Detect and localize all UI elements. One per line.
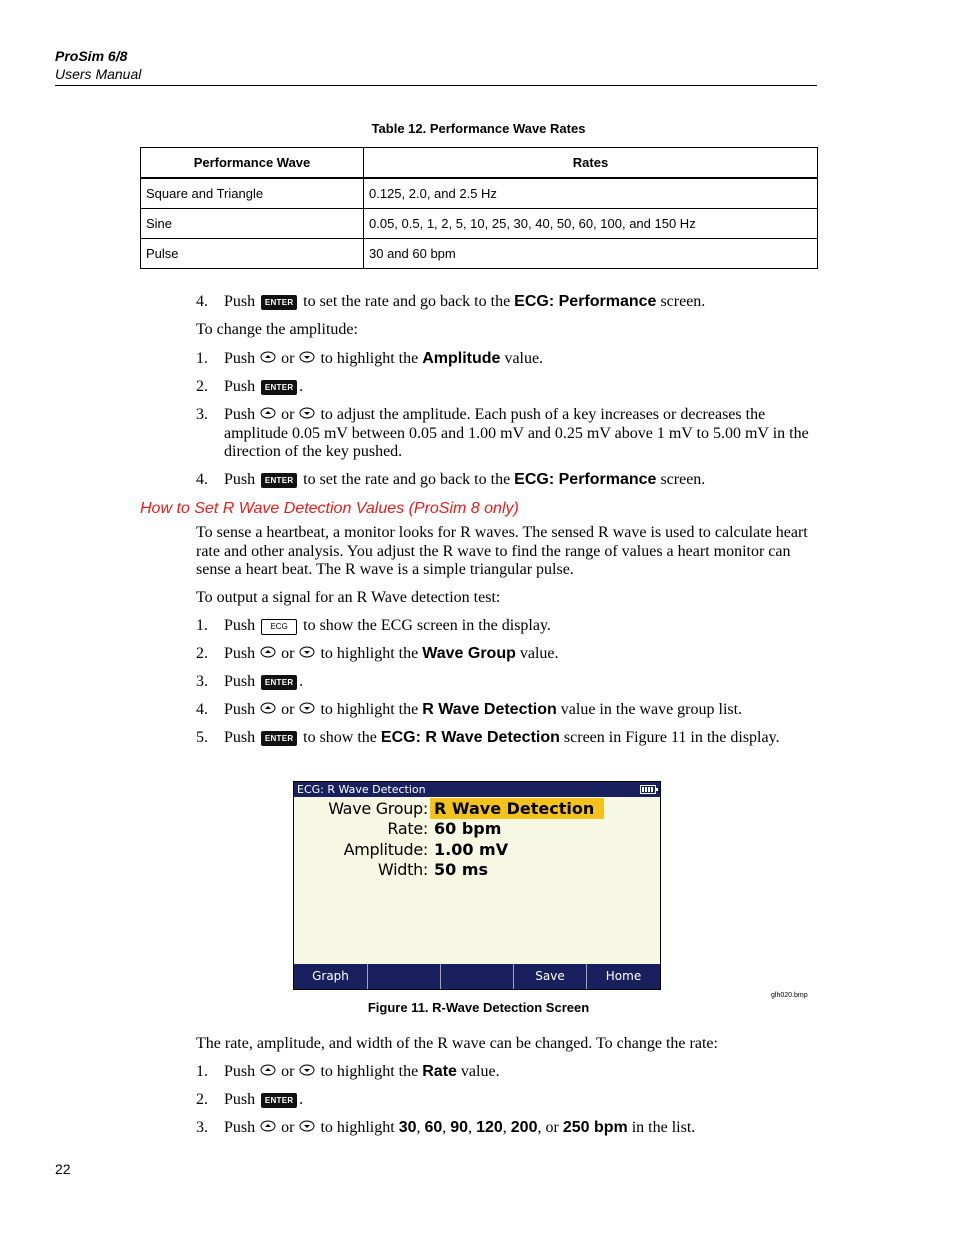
step-text: Push	[224, 1119, 256, 1136]
step-number: 2.	[196, 1091, 208, 1108]
step-text: Push	[224, 1063, 256, 1080]
separator: ,	[468, 1119, 473, 1136]
step-text: to highlight the	[320, 350, 419, 367]
step-number: 4.	[196, 471, 208, 488]
step-text: .	[299, 378, 304, 395]
enter-key-icon: ENTER	[261, 1093, 297, 1108]
screen-row[interactable]	[294, 859, 660, 880]
table-caption: Table 12. Performance Wave Rates	[371, 121, 586, 136]
screen-name: ECG: Performance	[514, 293, 657, 310]
down-arrow-key-icon	[299, 351, 315, 363]
softkey-bar	[294, 964, 660, 989]
column-header: Rates	[364, 148, 818, 179]
screen-row[interactable]	[294, 839, 660, 860]
softkey-blank[interactable]	[441, 964, 514, 989]
step-text: or	[281, 645, 295, 662]
step-text: Push	[224, 293, 256, 310]
step-text: screen.	[660, 293, 706, 310]
down-arrow-key-icon	[299, 646, 315, 658]
table-header-row	[141, 148, 818, 179]
screen-value[interactable]: 60 bpm	[434, 819, 502, 838]
down-arrow-key-icon	[299, 1120, 315, 1132]
rate-option: 120	[476, 1119, 503, 1136]
screen-value[interactable]: 1.00 mV	[434, 840, 509, 859]
field-name: R Wave Detection	[422, 701, 557, 718]
step-text: to show the	[303, 729, 377, 746]
screen-row[interactable]	[294, 798, 660, 819]
manual-subtitle: Users Manual	[55, 66, 142, 82]
rate-option: 30	[398, 1119, 417, 1136]
step-number: 1.	[196, 1063, 208, 1080]
step-text: or	[281, 1119, 295, 1136]
screen-title: ECG: R Wave Detection	[297, 783, 426, 796]
table-cell: Square and Triangle	[141, 178, 364, 209]
screen-name: ECG: Performance	[514, 471, 657, 488]
softkey-home[interactable]: Home	[605, 969, 642, 983]
field-name: Amplitude	[422, 350, 501, 367]
enter-key-icon: ENTER	[261, 380, 297, 395]
step-text: or	[281, 701, 295, 718]
step-text: Push	[224, 645, 256, 662]
step-number: 2.	[196, 645, 208, 662]
step-text: value.	[504, 350, 544, 367]
step-text: in the list.	[631, 1119, 696, 1136]
field-name: Rate	[422, 1063, 457, 1080]
table-row	[141, 178, 818, 209]
step-text: screen.	[660, 471, 706, 488]
paragraph: The rate, amplitude, and width of the R wave can be changed. To change the rate:	[196, 1035, 718, 1052]
screen-title-bar	[294, 782, 660, 797]
step-text: or	[281, 406, 295, 423]
separator: ,	[416, 1119, 421, 1136]
step-number: 3.	[196, 673, 208, 690]
up-arrow-key-icon	[260, 407, 276, 419]
ecg-key-icon: ECG	[261, 619, 297, 635]
table-cell: Pulse	[141, 239, 364, 269]
softkey-blank[interactable]	[368, 964, 441, 989]
step-text: Push	[224, 729, 256, 746]
screen-label: Wave Group:	[328, 799, 428, 818]
down-arrow-key-icon	[299, 407, 315, 419]
table-row	[141, 239, 818, 269]
step-number: 1.	[196, 617, 208, 634]
screen-label: Amplitude:	[343, 840, 428, 859]
separator: ,	[442, 1119, 447, 1136]
paragraph: To sense a heartbeat, a monitor looks for R waves. The sensed R wave is used to calculate heart rate and other analysis. You adjust the R wave to find the range of values a heart monitor can sense a heart beat. The R wave is a simple triangular pulse.	[196, 524, 808, 578]
step-text: .	[299, 1091, 304, 1108]
step-text: value.	[519, 645, 559, 662]
enter-key-icon: ENTER	[261, 473, 297, 488]
figure-file-tag: glh020.bmp	[771, 992, 808, 999]
screen-label: Rate:	[387, 819, 428, 838]
step-text: to highlight the	[320, 1063, 419, 1080]
up-arrow-key-icon	[260, 702, 276, 714]
screen-name: ECG: R Wave Detection	[380, 729, 560, 746]
step-text: value in the wave group list.	[560, 701, 743, 718]
enter-key-icon: ENTER	[261, 731, 297, 746]
page-number: 22	[55, 1161, 71, 1177]
softkey-graph[interactable]: Graph	[294, 964, 368, 989]
device-screen	[293, 781, 661, 990]
step-text: to highlight	[320, 1119, 395, 1136]
step-text: Push	[224, 471, 256, 488]
step-text: to set the rate and go back to the	[303, 471, 511, 488]
battery-icon	[640, 785, 656, 794]
step-number: 5.	[196, 729, 208, 746]
screen-label: Width:	[377, 860, 428, 879]
step-text: Push	[224, 1091, 256, 1108]
up-arrow-key-icon	[260, 1064, 276, 1076]
up-arrow-key-icon	[260, 1120, 276, 1132]
softkey-save[interactable]: Save	[514, 964, 587, 989]
rate-option: 60	[424, 1119, 443, 1136]
step-text: to set the rate and go back to the	[303, 293, 511, 310]
up-arrow-key-icon	[260, 646, 276, 658]
table-row	[141, 209, 818, 239]
section-heading: How to Set R Wave Detection Values (ProSim 8 only)	[140, 500, 519, 517]
figure-caption: Figure 11. R-Wave Detection Screen	[367, 1000, 590, 1015]
step-number: 1.	[196, 350, 208, 367]
rate-option: 250 bpm	[562, 1119, 628, 1136]
separator: ,	[502, 1119, 507, 1136]
header-rule	[55, 85, 817, 86]
separator: , or	[537, 1119, 559, 1136]
step-text: Push	[224, 673, 256, 690]
table-cell: 0.05, 0.5, 1, 2, 5, 10, 25, 30, 40, 50, 60, 100, and 150 Hz	[364, 209, 818, 239]
step-text: to show the ECG screen in the display.	[303, 617, 551, 634]
up-arrow-key-icon	[260, 351, 276, 363]
table-cell: Sine	[141, 209, 364, 239]
performance-wave-table	[140, 147, 818, 269]
step-text: .	[299, 673, 304, 690]
step-text: Push	[224, 378, 256, 395]
down-arrow-key-icon	[299, 702, 315, 714]
step-text: to highlight the	[320, 701, 419, 718]
step-text: Push	[224, 406, 256, 423]
step-text: to adjust the amplitude. Each push of a key increases or decreases the amplitude 0.05 mV between 0.05 and 1.00 mV and 0.25 mV above 1 mV to 5.00 mV in the direction of the key pushed.	[224, 406, 809, 460]
down-arrow-key-icon	[299, 1064, 315, 1076]
rate-option: 90	[450, 1119, 469, 1136]
rate-option: 200	[510, 1119, 538, 1136]
step-text: or	[281, 1063, 295, 1080]
column-header: Performance Wave	[141, 148, 364, 179]
manual-title: ProSim 6/8	[55, 48, 128, 64]
table-cell: 0.125, 2.0, and 2.5 Hz	[364, 178, 818, 209]
paragraph: To output a signal for an R Wave detection test:	[196, 589, 501, 606]
step-number: 4.	[196, 293, 208, 310]
step-text: Push	[224, 701, 256, 718]
enter-key-icon: ENTER	[261, 295, 297, 310]
step-text: screen in Figure 11 in the display.	[563, 729, 780, 746]
paragraph: To change the amplitude:	[196, 321, 358, 338]
field-name: Wave Group	[422, 645, 516, 662]
step-number: 2.	[196, 378, 208, 395]
step-text: value.	[460, 1063, 500, 1080]
screen-value[interactable]: 50 ms	[434, 860, 489, 879]
table-cell: 30 and 60 bpm	[364, 239, 818, 269]
enter-key-icon: ENTER	[261, 675, 297, 690]
screen-value-highlighted[interactable]: R Wave Detection	[430, 798, 604, 819]
step-number: 3.	[196, 1119, 208, 1136]
step-number: 3.	[196, 406, 208, 423]
screen-row[interactable]	[294, 818, 660, 839]
step-number: 4.	[196, 701, 208, 718]
step-text: Push	[224, 617, 256, 634]
step-text: to highlight the	[320, 645, 419, 662]
step-text: or	[281, 350, 295, 367]
step-text: Push	[224, 350, 256, 367]
